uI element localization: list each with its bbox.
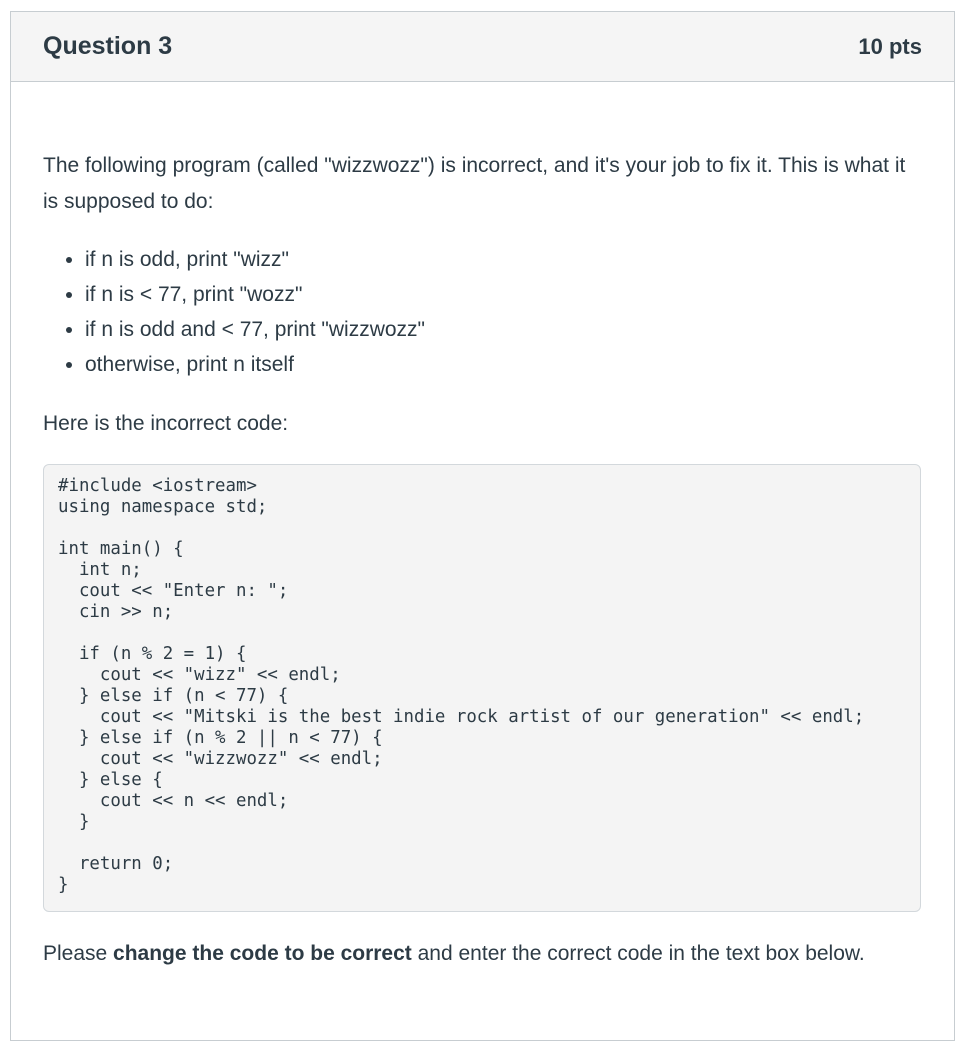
list-item: • if n is odd, print "wizz" bbox=[85, 242, 922, 277]
question-header bbox=[11, 12, 954, 82]
list-item: • if n is odd and < 77, print "wizzwozz" bbox=[85, 312, 922, 347]
list-item: • otherwise, print n itself bbox=[85, 347, 922, 382]
question-points: 10 pts bbox=[858, 33, 922, 59]
question-card bbox=[10, 11, 955, 1041]
instructions-emphasis: change the code to be correct bbox=[113, 942, 412, 965]
list-item: • if n is < 77, print "wozz" bbox=[85, 277, 922, 312]
code-content: #include <iostream> using namespace std; int main() { int n; cout << "Enter n: "; cin >> n; if (n % 2 = 1) { cout << "wizz" << endl; } else if (n < 77) { cout << "Mitski is the best indie rock artist of our generation" << endl; } else if (n % 2 || n < 77) { cout << "wizzwozz" << endl; } else { cout << n << endl; } return 0; } bbox=[58, 476, 865, 895]
instructions-text-before: Please bbox=[43, 942, 114, 965]
intro-paragraph: The following program (called "wizzwozz") is incorrect, and it's your job to fix it. This is what it is supposed to do: bbox=[43, 154, 906, 213]
code-block bbox=[43, 464, 921, 912]
requirements-list bbox=[43, 242, 922, 382]
question-title: Question 3 bbox=[43, 32, 173, 60]
instructions-text-after: and enter the correct code in the text box below. bbox=[411, 942, 865, 965]
question-body bbox=[11, 148, 954, 972]
code-intro-text: Here is the incorrect code: bbox=[43, 412, 289, 435]
instructions-paragraph bbox=[43, 936, 922, 972]
